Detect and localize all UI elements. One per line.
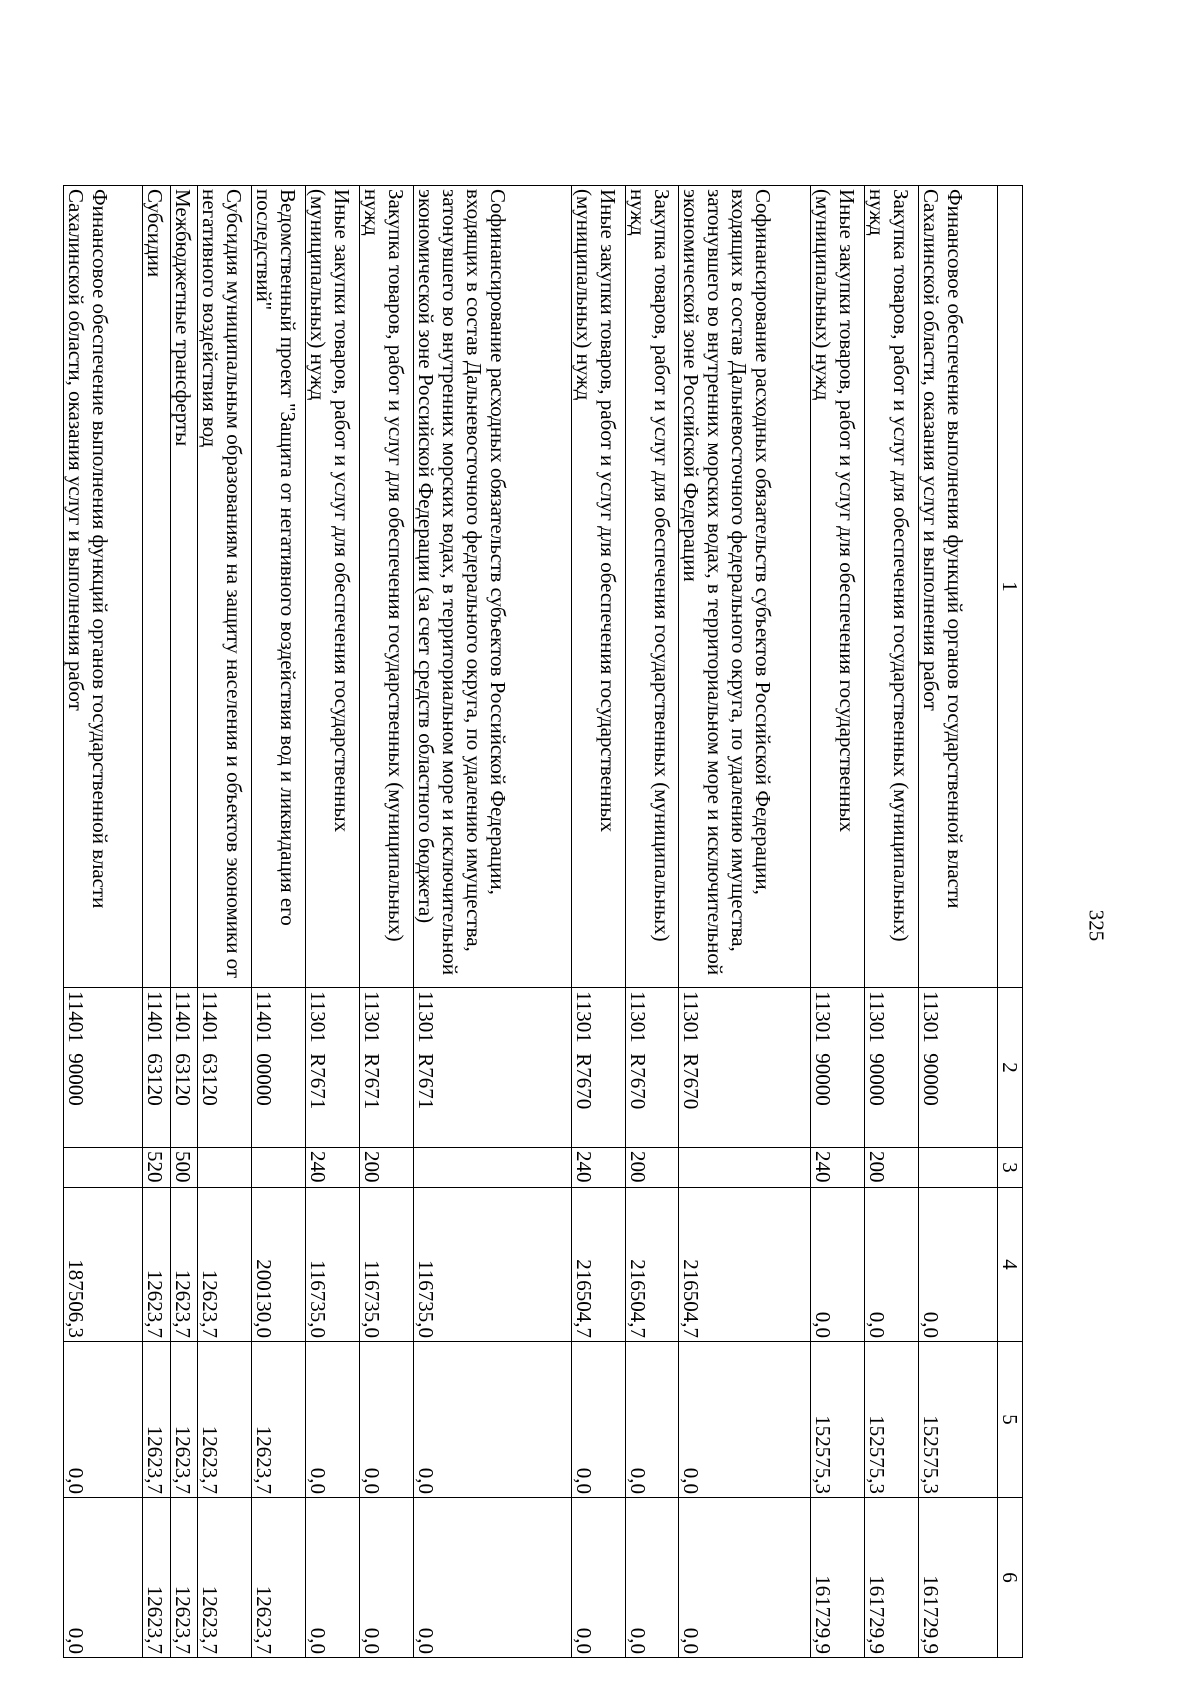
expense-name-cell: Ведомственный проект "Защита от негативного воздействия вод и ликвидация его последствий" [252, 186, 306, 988]
amount-cell-col4: 216504,7 [625, 1188, 679, 1342]
amount-cell-col6: 0,0 [305, 1498, 359, 1658]
budget-table-container [63, 185, 1023, 1657]
expense-name-cell: Субсидии [143, 186, 170, 988]
amount-cell-col5: 152575,3 [865, 1342, 919, 1498]
expense-type-cell: 520 [143, 1148, 170, 1188]
table-row [198, 186, 252, 1658]
expense-type-cell: 240 [305, 1148, 359, 1188]
column-header: 5 [998, 1342, 1023, 1498]
amount-cell-col6: 161729,9 [918, 1498, 997, 1658]
column-header: 3 [998, 1148, 1023, 1188]
amount-cell-col4: 0,0 [811, 1188, 865, 1342]
amount-cell-col5: 12623,7 [198, 1342, 252, 1498]
expense-type-cell [64, 1148, 143, 1188]
amount-cell-col5: 0,0 [571, 1342, 625, 1498]
amount-cell-col6: 0,0 [64, 1498, 143, 1658]
expense-name-cell: Софинансирование расходных обязательств субъектов Российской Федерации, входящих в состав Дальневосточного федерального округа, по удалению имущества, затонувшего во внутренних морских водах, в территориальном море и исключительной экономической зоне Российской Федерации [679, 186, 811, 988]
column-header: 1 [998, 186, 1023, 988]
expense-type-cell [679, 1148, 811, 1188]
expense-name-cell: Финансовое обеспечение выполнения функций органов государственной власти Сахалинской области, оказания услуг и выполнения работ [64, 186, 143, 988]
amount-cell-col6: 12623,7 [143, 1498, 170, 1658]
amount-cell-col4: 116735,0 [413, 1188, 571, 1342]
amount-cell-col5: 152575,3 [918, 1342, 997, 1498]
target-code-cell: 11301 90000 [811, 988, 865, 1148]
table-row [413, 186, 571, 1658]
amount-cell-col5: 12623,7 [143, 1342, 170, 1498]
expense-name-cell: Финансовое обеспечение выполнения функций органов государственной власти Сахалинской области, оказания услуг и выполнения работ [918, 186, 997, 988]
amount-cell-col5: 0,0 [625, 1342, 679, 1498]
expense-name-cell: Иные закупки товаров, работ и услуг для обеспечения государственных (муниципальных) нужд [305, 186, 359, 988]
amount-cell-col5: 12623,7 [252, 1342, 306, 1498]
table-row [811, 186, 865, 1658]
target-code-cell: 11301 R7671 [413, 988, 571, 1148]
target-code-cell: 11301 R7671 [305, 988, 359, 1148]
table-row [305, 186, 359, 1658]
amount-cell-col6: 0,0 [679, 1498, 811, 1658]
expense-type-cell [918, 1148, 997, 1188]
expense-name-cell: Межбюджетные трансферты [170, 186, 197, 988]
target-code-cell: 11301 R7670 [625, 988, 679, 1148]
expense-name-cell: Закупка товаров, работ и услуг для обеспечения государственных (муниципальных) нужд [359, 186, 413, 988]
expense-name-cell: Иные закупки товаров, работ и услуг для обеспечения государственных (муниципальных) нужд [571, 186, 625, 988]
amount-cell-col6: 0,0 [359, 1498, 413, 1658]
target-code-cell: 11301 R7671 [359, 988, 413, 1148]
target-code-cell: 11401 63120 [198, 988, 252, 1148]
amount-cell-col6: 0,0 [625, 1498, 679, 1658]
amount-cell-col5: 0,0 [679, 1342, 811, 1498]
column-header: 2 [998, 988, 1023, 1148]
table-row [359, 186, 413, 1658]
expense-name-cell: Субсидия муниципальным образованиям на защиту населения и объектов экономики от негативного воздействия вод [198, 186, 252, 988]
table-row [625, 186, 679, 1658]
expense-type-cell: 240 [571, 1148, 625, 1188]
page-number: 325 [1084, 909, 1109, 942]
expense-type-cell: 200 [625, 1148, 679, 1188]
expense-type-cell [252, 1148, 306, 1188]
table-row [918, 186, 997, 1658]
expense-name-cell: Иные закупки товаров, работ и услуг для обеспечения государственных (муниципальных) нужд [811, 186, 865, 988]
column-header: 6 [998, 1498, 1023, 1658]
target-code-cell: 11401 00000 [252, 988, 306, 1148]
expense-type-cell: 500 [170, 1148, 197, 1188]
amount-cell-col4: 216504,7 [679, 1188, 811, 1342]
amount-cell-col6: 161729,9 [811, 1498, 865, 1658]
amount-cell-col4: 116735,0 [305, 1188, 359, 1342]
amount-cell-col5: 0,0 [305, 1342, 359, 1498]
amount-cell-col4: 12623,7 [143, 1188, 170, 1342]
target-code-cell: 11301 R7670 [571, 988, 625, 1148]
budget-table [63, 185, 1023, 1658]
target-code-cell: 11301 R7670 [679, 988, 811, 1148]
amount-cell-col5: 152575,3 [811, 1342, 865, 1498]
table-row [679, 186, 811, 1658]
target-code-cell: 11401 90000 [64, 988, 143, 1148]
amount-cell-col5: 0,0 [359, 1342, 413, 1498]
expense-type-cell: 200 [359, 1148, 413, 1188]
expense-type-cell: 240 [811, 1148, 865, 1188]
target-code-cell: 11301 90000 [918, 988, 997, 1148]
amount-cell-col4: 187506,3 [64, 1188, 143, 1342]
amount-cell-col4: 0,0 [865, 1188, 919, 1342]
expense-type-cell [198, 1148, 252, 1188]
target-code-cell: 11301 90000 [865, 988, 919, 1148]
table-row [865, 186, 919, 1658]
amount-cell-col6: 0,0 [413, 1498, 571, 1658]
column-header: 4 [998, 1188, 1023, 1342]
table-row [64, 186, 143, 1658]
amount-cell-col4: 116735,0 [359, 1188, 413, 1342]
table-row [252, 186, 306, 1658]
target-code-cell: 11401 63120 [143, 988, 170, 1148]
amount-cell-col6: 161729,9 [865, 1498, 919, 1658]
amount-cell-col4: 216504,7 [571, 1188, 625, 1342]
amount-cell-col6: 12623,7 [252, 1498, 306, 1658]
expense-name-cell: Закупка товаров, работ и услуг для обеспечения государственных (муниципальных) нужд [865, 186, 919, 988]
expense-name-cell: Софинансирование расходных обязательств субъектов Российской Федерации, входящих в состав Дальневосточного федерального округа, по удалению имущества, затонувшего во внутренних морских водах, в территориальном море и исключительной экономической зоне Российской Федерации (за счет средств областного бюджета) [413, 186, 571, 988]
amount-cell-col5: 12623,7 [170, 1342, 197, 1498]
table-row [143, 186, 170, 1658]
amount-cell-col6: 12623,7 [198, 1498, 252, 1658]
expense-type-cell [413, 1148, 571, 1188]
expense-type-cell: 200 [865, 1148, 919, 1188]
expense-name-cell: Закупка товаров, работ и услуг для обеспечения государственных (муниципальных) нужд [625, 186, 679, 988]
header-row [998, 186, 1023, 1658]
table-body [64, 186, 998, 1658]
amount-cell-col4: 12623,7 [170, 1188, 197, 1342]
amount-cell-col4: 0,0 [918, 1188, 997, 1342]
amount-cell-col5: 0,0 [413, 1342, 571, 1498]
amount-cell-col4: 12623,7 [198, 1188, 252, 1342]
amount-cell-col4: 200130,0 [252, 1188, 306, 1342]
amount-cell-col6: 12623,7 [170, 1498, 197, 1658]
table-row [571, 186, 625, 1658]
target-code-cell: 11401 63120 [170, 988, 197, 1148]
amount-cell-col6: 0,0 [571, 1498, 625, 1658]
table-row [170, 186, 197, 1658]
amount-cell-col5: 0,0 [64, 1342, 143, 1498]
